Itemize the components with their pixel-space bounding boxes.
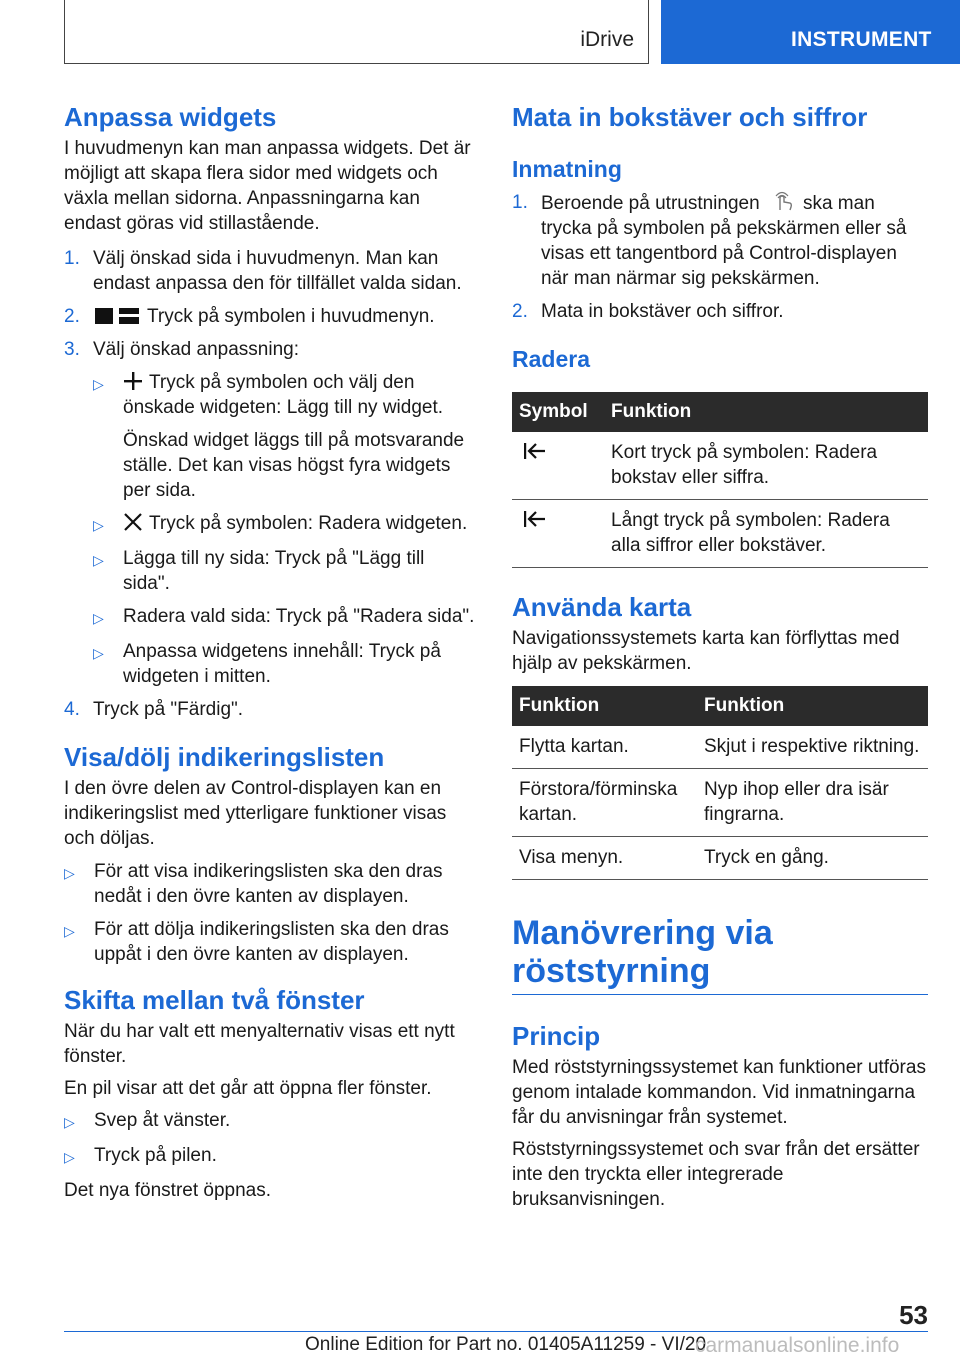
table-row: Långt tryck på symbolen: Radera alla siffror eller bokstäver. <box>512 500 928 568</box>
list-item: ▷ Tryck på symbolen: Radera widgeten. <box>93 511 476 538</box>
list-item: ▷ Anpassa widgetens innehåll: Tryck på widgeten i mitten. <box>93 641 441 687</box>
watermark: carmanualsonline.info <box>695 1334 900 1357</box>
list-item: 3. Välj önskad anpassning: <box>64 339 299 360</box>
header-section-tab <box>661 0 960 64</box>
header-chapter-label: iDrive <box>580 28 634 51</box>
list-item: ▷ För att dölja indikeringslisten ska den dras uppåt i den övre kanten av displayen. <box>64 919 449 965</box>
widgets-options <box>93 370 476 689</box>
heading-status-bar: Visa/dölj indikeringslisten <box>64 742 385 772</box>
switch-outro: Det nya fönstret öppnas. <box>64 1180 272 1201</box>
triangle-bullet-icon: ▷ <box>93 645 104 661</box>
plus-icon <box>123 371 143 391</box>
triangle-bullet-icon: ▷ <box>64 1149 75 1165</box>
subheading-principle: Princip <box>512 1021 601 1051</box>
widget-layout-icon <box>93 307 141 325</box>
backspace-icon <box>519 508 549 530</box>
subheading-delete: Radera <box>512 346 590 372</box>
triangle-bullet-icon: ▷ <box>93 517 104 533</box>
input-steps <box>512 190 928 324</box>
list-item: 1. Beroende på utrustningen ska man trycka på symbolen på pekskärmen eller så visas ett tangentbord på Control-displayen när man närmar sig pekskärmen. <box>512 192 907 289</box>
triangle-bullet-icon: ▷ <box>64 1114 75 1130</box>
list-item: ▷ Lägga till ny sida: Tryck på "Lägg till sida". <box>93 548 425 594</box>
list-item: 2. Tryck på symbolen i huvudmenyn. <box>64 306 435 327</box>
triangle-bullet-icon: ▷ <box>93 376 104 392</box>
status-bar-list <box>64 859 476 967</box>
list-item: ▷ Tryck på symbolen och välj den önskade widgeten: Lägg till ny widget. Önskad widget läggs till på motsvarande ställe. Det kan visas högst fyra widgets per sida. <box>93 372 465 501</box>
triangle-bullet-icon: ▷ <box>93 552 104 568</box>
map-intro: Navigationssystemets karta kan förflyttas med hjälp av pekskärmen. <box>512 628 900 674</box>
switch-p1: När du har valt ett menyalternativ visas ett nytt fönster. <box>64 1021 455 1067</box>
backspace-icon <box>519 440 549 462</box>
table-row: Kort tryck på symbolen: Radera bokstav eller siffra. <box>512 432 928 500</box>
list-item: ▷ Tryck på pilen. <box>64 1143 476 1170</box>
list-item: 1. Välj önskad sida i huvudmenyn. Man kan endast anpassa den för tillfället valda sidan. <box>64 248 462 294</box>
left-column <box>64 100 476 1203</box>
heading-widgets: Anpassa widgets <box>64 102 277 132</box>
list-item: 4. Tryck på "Färdig". <box>64 699 244 720</box>
header-section-label: INSTRUMENT <box>791 28 932 51</box>
heading-map: Använda karta <box>512 592 692 622</box>
table-header-row: Funktion Funktion <box>512 686 928 726</box>
list-item: ▷ Radera vald sida: Tryck på "Radera sida". <box>93 604 476 631</box>
delete-table <box>512 392 928 568</box>
list-item: ▷ Svep åt vänster. <box>64 1108 476 1135</box>
switch-p2: En pil visar att det går att öppna fler fönster. <box>64 1078 432 1099</box>
widgets-steps <box>64 246 476 722</box>
footer-edition: Online Edition for Part no. 01405A11259 - VI/20 <box>305 1334 707 1355</box>
widgets-intro: I huvudmenyn kan man anpassa widgets. Det är möjligt att skapa flera sidor med widgets och växla mellan sidorna. Anpassningarna kan endast göras vid stillastående. <box>64 138 471 234</box>
triangle-bullet-icon: ▷ <box>64 923 75 939</box>
footer-rule <box>64 1331 928 1332</box>
table-row: Förstora/förminska kartan. Nyp ihop eller dra isär fingrarna. <box>512 769 928 837</box>
heading-voice-control: Manövrering via röststyrning <box>512 914 773 990</box>
heading-input: Mata in bokstäver och siffror <box>512 102 868 132</box>
status-bar-intro: I den övre delen av Control-displayen kan en indikeringslist med ytterligare funktioner visas och döljas. <box>64 778 447 849</box>
triangle-bullet-icon: ▷ <box>93 610 104 626</box>
list-item: 2. Mata in bokstäver och siffror. <box>512 301 784 322</box>
header-chapter-box <box>64 0 649 64</box>
voice-p2: Röststyrningssystemet och svar från det ersätter inte den tryckta eller integrerade bruksanvisningen. <box>512 1139 920 1210</box>
subheading-input: Inmatning <box>512 156 622 182</box>
map-table <box>512 686 928 880</box>
heading-switch-windows: Skifta mellan två fönster <box>64 985 365 1015</box>
triangle-bullet-icon: ▷ <box>64 865 75 881</box>
list-item: ▷ För att visa indikeringslisten ska den dras nedåt i den övre kanten av displayen. <box>64 861 443 907</box>
table-header-row: Symbol Funktion <box>512 392 928 432</box>
page-number: 53 <box>899 1300 928 1330</box>
table-row: Visa menyn. Tryck en gång. <box>512 837 928 880</box>
right-column <box>512 100 928 1212</box>
voice-p1: Med röststyrningssystemet kan funktioner utföras genom intalade kommandon. Vid inmatningarna får du anvisningar från systemet. <box>512 1057 926 1128</box>
switch-list <box>64 1108 476 1170</box>
close-icon <box>123 512 143 532</box>
table-row: Flytta kartan. Skjut i respektive riktning. <box>512 726 928 769</box>
chapter-heading-block <box>512 914 928 995</box>
touch-hand-icon <box>771 190 797 212</box>
